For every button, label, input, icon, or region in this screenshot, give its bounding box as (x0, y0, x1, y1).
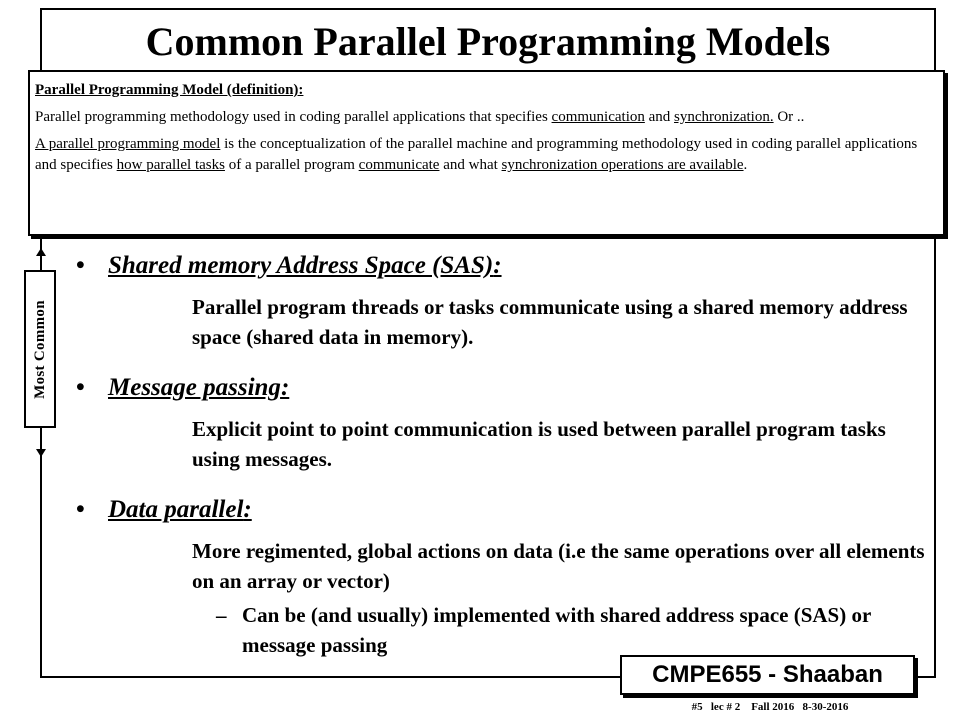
definition-box (28, 70, 945, 236)
bullet-title: Shared memory Address Space (SAS) (108, 252, 494, 279)
bullet-description: Explicit point to point communication is used between parallel program tasks using messages. (192, 417, 886, 471)
bullet-title: Message passing (108, 374, 281, 401)
slide-title: Common Parallel Programming Models (145, 19, 831, 64)
definition-term-sync-ops: synchronization operations are available (501, 157, 744, 173)
bullet-data-parallel (76, 494, 926, 526)
bullet-description: More regimented, global actions on data (i.e the same operations over all elements on an array or vector) (192, 539, 925, 593)
bullet-colon: : (493, 252, 502, 279)
slide-content (76, 250, 926, 660)
most-common-text: Most Common (31, 299, 48, 399)
definition-paragraph-1 (35, 107, 937, 128)
definition-paragraph-2 (35, 134, 937, 176)
sub-bullet: – Can be (and usually) implemented with shared address space (SAS) or message passing (216, 600, 926, 660)
definition-text: of a parallel program (224, 157, 359, 173)
definition-heading-line (35, 80, 937, 101)
definition-text: is the conceptualization of the parallel machine and programming methodology used in coding parallel applications and specifies (35, 136, 918, 173)
definition-term-communicate: communicate (358, 157, 440, 173)
definition-term-communication: communication (551, 109, 645, 125)
bullet-colon: : (243, 496, 252, 523)
definition-heading: Parallel Programming Model (definition): (35, 82, 304, 98)
definition-term-synchronization: synchronization. (674, 109, 774, 125)
course-badge: CMPE655 - Shaaban (620, 655, 915, 695)
definition-text: Or .. (773, 109, 805, 125)
bullet-sas (76, 250, 926, 282)
definition-text: Parallel programming methodology used in coding parallel applications that specifies (35, 109, 552, 125)
definition-term-tasks: how parallel tasks (116, 157, 225, 173)
bullet-title: Data parallel (108, 496, 244, 523)
definition-text: and what (439, 157, 502, 173)
lecture-note: #5 lec # 2 Fall 2016 8-30-2016 (691, 701, 849, 713)
bullet-message-passing (76, 372, 926, 404)
bullet-description: Parallel program threads or tasks communicate using a shared memory address space (shared data in memory). (192, 295, 908, 349)
definition-text: and (644, 109, 675, 125)
most-common-label (24, 270, 56, 428)
bullet-colon: : (280, 374, 290, 401)
definition-term-model: A parallel programming model (35, 136, 221, 152)
definition-text: . (743, 157, 748, 173)
